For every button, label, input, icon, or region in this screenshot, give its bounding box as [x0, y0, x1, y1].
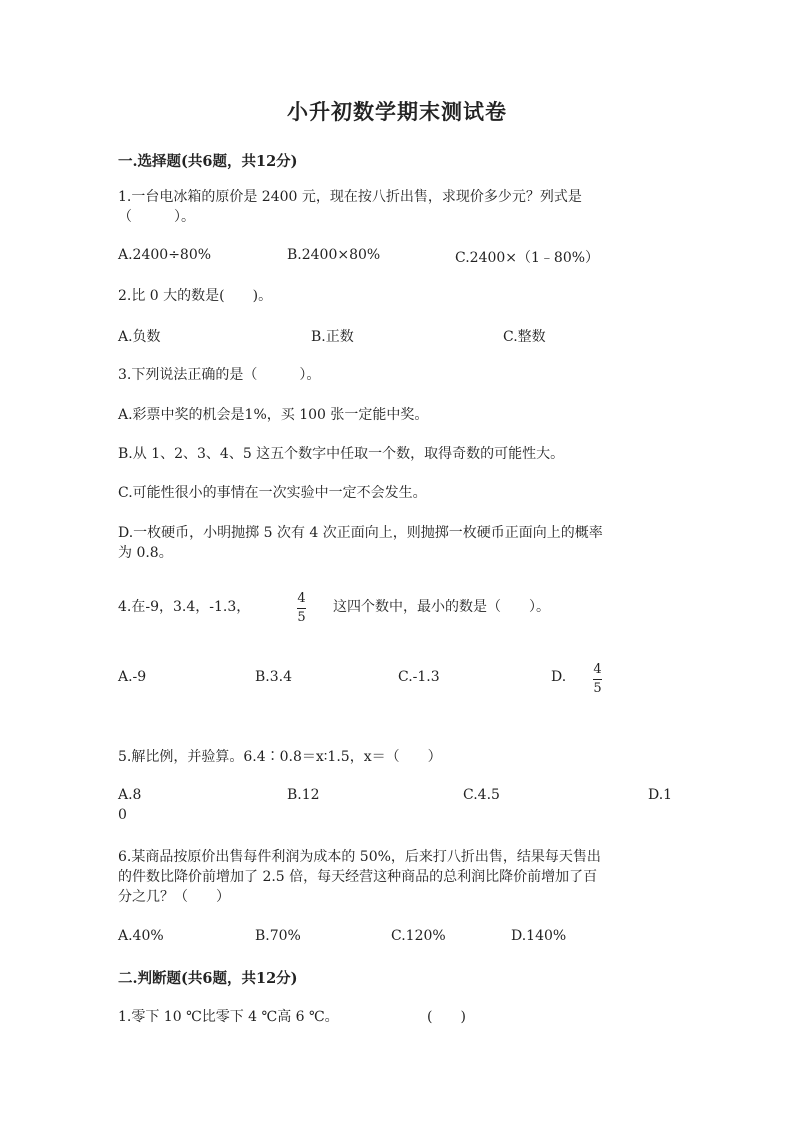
question-4-prefix: 4.在-9，3.4，-1.3，	[118, 599, 251, 615]
question-4-suffix: 这四个数中，最小的数是（ ）。	[333, 599, 550, 615]
question-1-option-b: B.2400×80%	[287, 247, 381, 263]
question-6-line-1: 6.某商品按原价出售每件利润为成本的 50%，后来打八折出售，结果每天售出	[118, 849, 601, 865]
question-1-line-1: 1.一台电冰箱的原价是 2400 元，现在按八折出售，求现价多少元？列式是	[118, 189, 582, 205]
question-6-option-b: B.70%	[255, 928, 301, 944]
question-3-option-d-wrap: 为 0.8。	[118, 545, 173, 561]
question-4-option-b: B.3.4	[255, 669, 293, 685]
question-3-text: 3.下列说法正确的是（ ）。	[118, 367, 321, 383]
question-1-line-2: （ ）。	[118, 209, 195, 225]
question-5-option-a: A.8	[118, 787, 142, 803]
fraction-denominator: 5	[297, 610, 306, 625]
section-heading-judgement: 二.判断题(共6题，共12分)	[118, 970, 298, 987]
section-heading-choice: 一.选择题(共6题，共12分)	[118, 153, 298, 170]
question-3-option-a: A.彩票中奖的机会是1%，买 100 张一定能中奖。	[118, 407, 429, 423]
fraction-denominator: 5	[593, 681, 602, 696]
question-4-option-d: D.	[551, 669, 567, 685]
question-6-option-c: C.120%	[391, 928, 446, 944]
fraction-bar	[593, 679, 602, 680]
page-title: 小升初数学期末测试卷	[287, 99, 507, 124]
fraction-bar	[297, 608, 306, 609]
fraction-numerator: 4	[593, 662, 602, 677]
question-5-option-b: B.12	[287, 787, 320, 803]
question-6-option-d: D.140%	[511, 928, 567, 944]
question-4-option-d-fraction	[593, 663, 602, 696]
question-1-option-a: A.2400÷80%	[118, 247, 212, 263]
question-5-option-c: C.4.5	[463, 787, 500, 803]
question-3-option-d: D.一枚硬币，小明抛掷 5 次有 4 次正面向上，则抛掷一枚硬币正面向上的概率	[118, 525, 603, 541]
question-3-option-b: B.从 1、2、3、4、5 这五个数字中任取一个数，取得奇数的可能性大。	[118, 446, 565, 462]
question-2-option-a: A.负数	[118, 329, 161, 345]
question-4-option-a: A.-9	[118, 669, 147, 685]
question-6-line-2: 的件数比降价前增加了 2.5 倍，每天经营这种商品的总利润比降价前增加了百	[118, 869, 598, 885]
question-5-text: 5.解比例，并验算。6.4∶0.8＝x∶1.5，x＝（ ）	[118, 749, 442, 765]
fraction-numerator: 4	[297, 591, 306, 606]
question-4-option-c: C.-1.3	[398, 669, 440, 685]
question-5-option-d-wrap: 0	[118, 807, 127, 823]
question-2-text: 2.比 0 大的数是( )。	[118, 288, 273, 304]
question-6-option-a: A.40%	[118, 928, 164, 944]
question-1-option-c: C.2400×（1﹣80%）	[455, 250, 600, 266]
judgement-1-text: 1.零下 10 ℃比零下 4 ℃高 6 ℃。	[118, 1009, 339, 1025]
question-2-option-b: B.正数	[311, 329, 354, 345]
judgement-1-answer-blank: ( )	[427, 1009, 466, 1025]
question-2-option-c: C.整数	[503, 329, 546, 345]
question-6-line-3: 分之几？（ ）	[118, 889, 230, 905]
question-4-fraction	[297, 592, 306, 625]
question-5-option-d: D.1	[648, 787, 673, 803]
question-3-option-c: C.可能性很小的事情在一次实验中一定不会发生。	[118, 485, 427, 501]
